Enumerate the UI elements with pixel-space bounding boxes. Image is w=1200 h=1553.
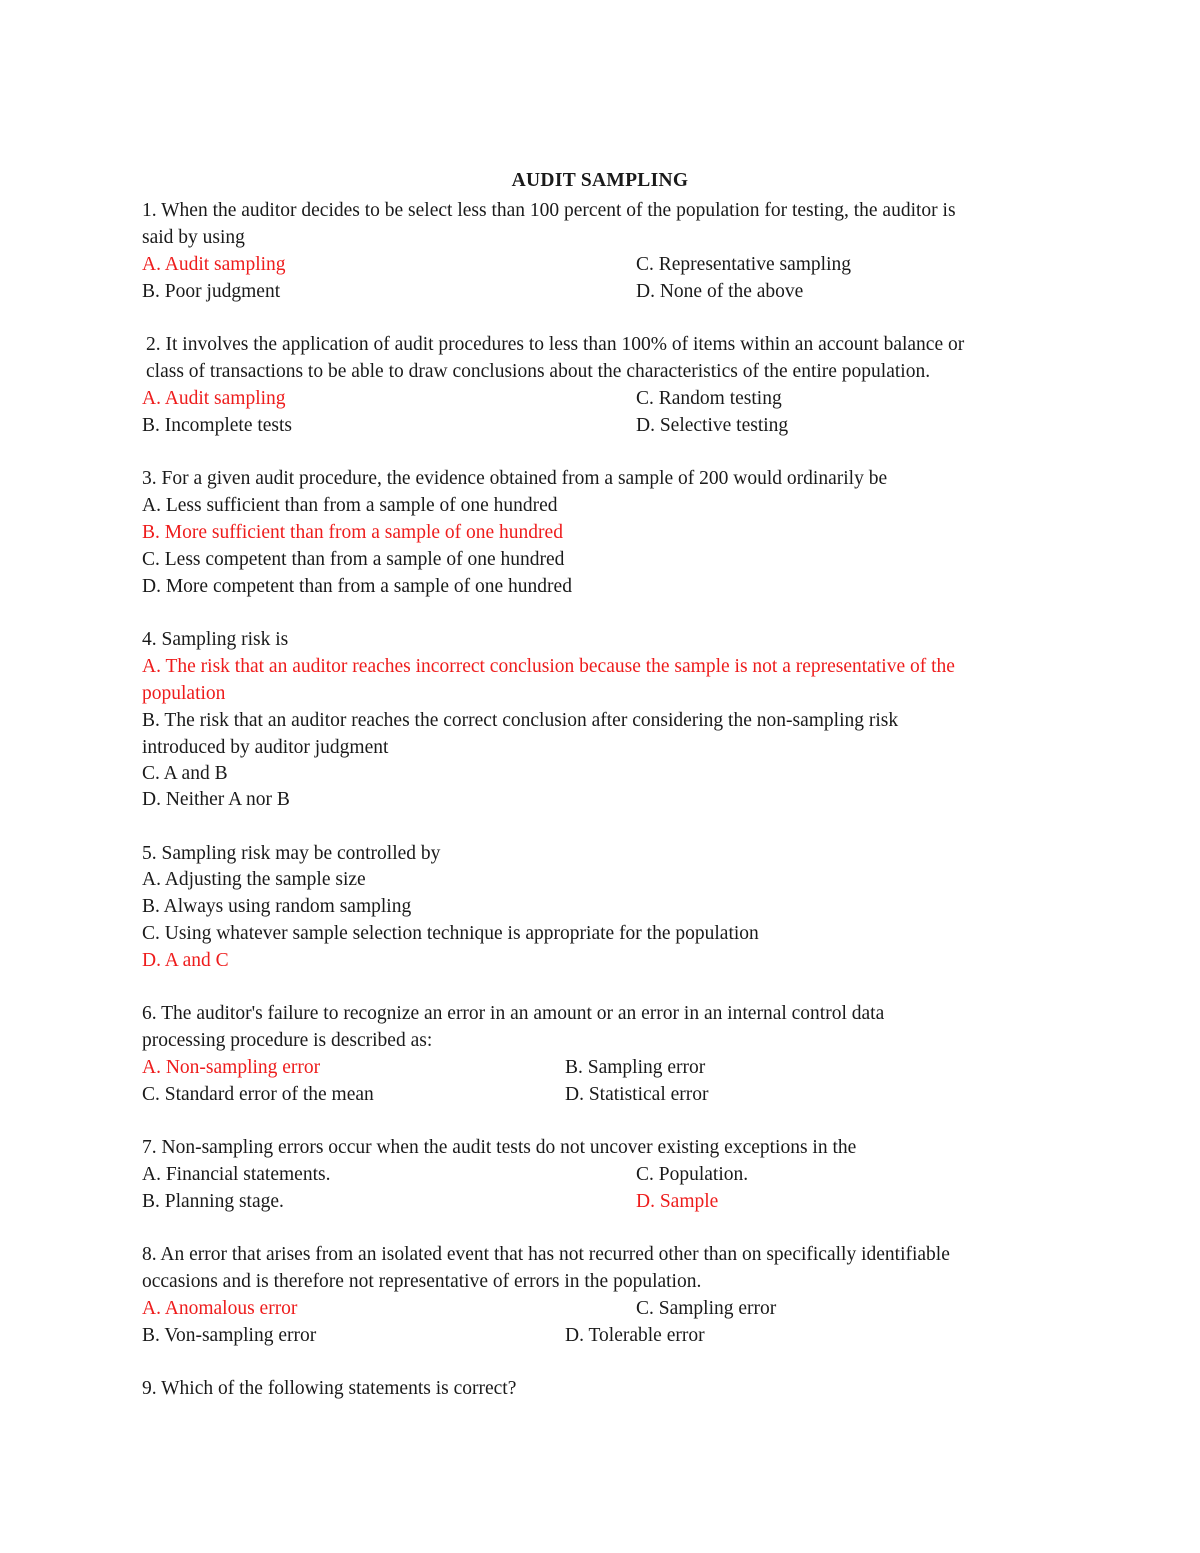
question-1-option-b: B. Poor judgment [142,281,281,302]
question-5-option-c: C. Using whatever sample selection technique is appropriate for the population [142,923,759,944]
question-7-option-c: C. Population. [636,1164,749,1185]
question-2-stem-line-2: class of transactions to be able to draw conclusions about the characteristics of the entire population. [146,361,931,382]
question-3-option-b: B. More sufficient than from a sample of one hundred [142,522,563,543]
question-8-stem-line-2: occasions and is therefore not representative of errors in the population. [142,1271,702,1292]
question-2-stem-line-1: 2. It involves the application of audit procedures to less than 100% of items within an account balance or [146,334,965,355]
question-3-option-a: A. Less sufficient than from a sample of one hundred [142,495,558,516]
question-5-option-a: A. Adjusting the sample size [142,869,366,890]
question-4-stem: 4. Sampling risk is [142,629,289,650]
question-7-option-b: B. Planning stage. [142,1191,284,1212]
question-4-option-a-line-2: population [142,683,226,704]
question-6-option-a: A. Non-sampling error [142,1057,321,1078]
question-4-option-c: C. A and B [142,763,228,784]
question-8-option-d: D. Tolerable error [565,1325,705,1346]
question-4-option-b-line-2: introduced by auditor judgment [142,737,389,758]
question-6-stem-line-1: 6. The auditor's failure to recognize an error in an amount or an error in an internal control data [142,1003,885,1024]
question-1-option-a: A. Audit sampling [142,254,286,275]
question-1-option-c: C. Representative sampling [636,254,851,275]
question-6-option-c: C. Standard error of the mean [142,1084,374,1105]
page-title: AUDIT SAMPLING [511,170,689,191]
question-8-option-a: A. Anomalous error [142,1298,298,1319]
question-7-stem: 7. Non-sampling errors occur when the audit tests do not uncover existing exceptions in the [142,1137,857,1158]
question-4-option-d: D. Neither A nor B [142,789,290,810]
question-4-option-b-line-1: B. The risk that an auditor reaches the correct conclusion after considering the non-sampling risk [142,710,899,731]
question-8-stem-line-1: 8. An error that arises from an isolated event that has not recurred other than on specifically identifiable [142,1244,950,1265]
question-3-option-c: C. Less competent than from a sample of one hundred [142,549,565,570]
question-1-option-d: D. None of the above [636,281,804,302]
question-2-option-d: D. Selective testing [636,415,789,436]
question-1-stem-line-2: said by using [142,227,245,248]
question-9-stem: 9. Which of the following statements is correct? [142,1378,517,1399]
question-7-option-a: A. Financial statements. [142,1164,331,1185]
question-5-stem: 5. Sampling risk may be controlled by [142,843,441,864]
question-1-stem-line-1: 1. When the auditor decides to be select less than 100 percent of the population for testing, the auditor is [142,200,956,221]
question-4-option-a-line-1: A. The risk that an auditor reaches incorrect conclusion because the sample is not a representative of the [142,656,955,677]
question-5-option-d: D. A and C [142,950,229,971]
question-7-option-d: D. Sample [636,1191,719,1212]
question-3-stem: 3. For a given audit procedure, the evidence obtained from a sample of 200 would ordinarily be [142,468,888,489]
question-2-option-c: C. Random testing [636,388,782,409]
question-8-option-c: C. Sampling error [636,1298,777,1319]
question-3-option-d: D. More competent than from a sample of one hundred [142,576,572,597]
question-2-option-b: B. Incomplete tests [142,415,293,436]
question-5-option-b: B. Always using random sampling [142,896,412,917]
question-2-option-a: A. Audit sampling [142,388,286,409]
question-6-option-b: B. Sampling error [565,1057,706,1078]
question-6-stem-line-2: processing procedure is described as: [142,1030,433,1051]
question-8-option-b: B. Von-sampling error [142,1325,317,1346]
question-6-option-d: D. Statistical error [565,1084,709,1105]
